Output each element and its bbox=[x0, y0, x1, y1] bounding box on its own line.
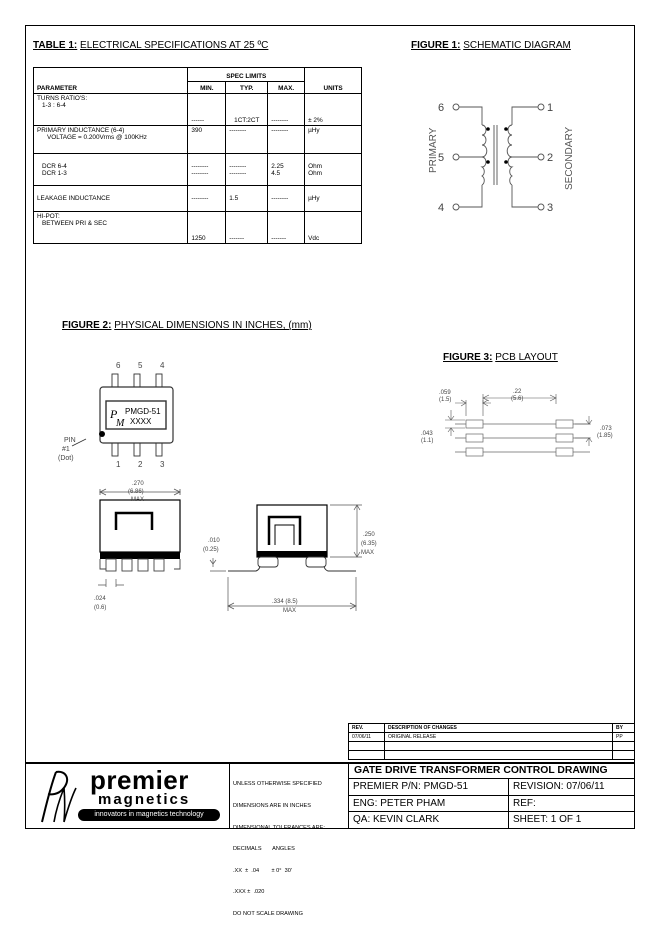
row-param: DCR 6-4 bbox=[42, 162, 67, 170]
pcb-layout-drawing bbox=[415, 380, 625, 470]
row-min: ------ bbox=[188, 94, 226, 126]
dim-pad-pitch-mm: (1.85) bbox=[597, 433, 613, 439]
col-units: UNITS bbox=[305, 68, 362, 94]
figure3-heading-label: FIGURE 3: bbox=[443, 352, 493, 363]
pin-label: 4 bbox=[160, 361, 165, 370]
dim-pitch-mm: (0.6) bbox=[94, 605, 107, 611]
pin1-label: PIN bbox=[64, 437, 76, 444]
row-typ: -------- -------- bbox=[226, 154, 268, 186]
figure2-heading-label: FIGURE 2: bbox=[62, 320, 112, 331]
company-sub: magnetics bbox=[98, 791, 191, 808]
row-max: 2.25 4.5 bbox=[268, 154, 305, 186]
pin-label: 3 bbox=[160, 460, 165, 469]
row-typ: 1.5 bbox=[226, 186, 268, 212]
pin-label: 4 bbox=[438, 202, 445, 214]
schematic-diagram bbox=[420, 95, 600, 220]
table1-heading bbox=[33, 40, 268, 51]
figure1-heading-text: SCHEMATIC DIAGRAM bbox=[463, 40, 571, 51]
rev-description: ORIGINAL RELEASE bbox=[385, 733, 613, 742]
pin-label: 5 bbox=[438, 152, 445, 164]
company-logo-block bbox=[26, 764, 229, 828]
rev-header: REV. bbox=[349, 724, 385, 733]
part-number: PREMIER P/N: PMGD-51 bbox=[349, 779, 509, 796]
note-line: .XXX ± .020 bbox=[233, 889, 265, 896]
pin-label: 1 bbox=[116, 460, 121, 469]
row-typ: ------- bbox=[226, 212, 268, 244]
dim-width-max: MAX bbox=[131, 497, 145, 503]
primary-label: PRIMARY bbox=[428, 127, 439, 173]
figure1-heading-label: FIGURE 1: bbox=[411, 40, 461, 51]
row-typ: -------- bbox=[226, 126, 268, 154]
pin-label: 1 bbox=[547, 102, 554, 114]
dim-standoff-mm: (0.25) bbox=[203, 547, 219, 553]
row-units: ± 2% bbox=[305, 94, 362, 126]
row-param: TURNS RATIO'S: bbox=[37, 95, 88, 102]
row-typ: 1CT:2CT bbox=[226, 94, 268, 126]
row-units: µHy bbox=[305, 126, 362, 154]
rev-by bbox=[613, 742, 635, 751]
pin-label: 2 bbox=[547, 152, 554, 164]
rev-date bbox=[349, 751, 385, 760]
dim-width: .270 bbox=[132, 481, 144, 487]
figure1-heading bbox=[411, 40, 571, 51]
tolerance-notes bbox=[229, 763, 349, 918]
col-max: MAX. bbox=[268, 82, 305, 94]
dim-height: .250 bbox=[363, 532, 375, 538]
col-typ: TYP. bbox=[226, 82, 268, 94]
rev-description bbox=[385, 751, 613, 760]
figure3-heading bbox=[443, 352, 558, 363]
part-logo-m: M bbox=[116, 418, 125, 429]
dim-pad-width: .043 bbox=[421, 431, 433, 437]
pin1-label: (Dot) bbox=[58, 455, 74, 462]
row-units: µHy bbox=[305, 186, 362, 212]
spec-limits-header: SPEC LIMITS bbox=[188, 68, 305, 82]
dim-height-mm: (6.35) bbox=[361, 541, 377, 547]
company-name: premier bbox=[90, 765, 189, 795]
figure2-heading bbox=[62, 320, 312, 331]
row-min: 390 bbox=[188, 126, 226, 154]
rev-by-header: BY bbox=[613, 724, 635, 733]
note-line: UNLESS OTHERWISE SPECIFIED bbox=[233, 781, 322, 788]
revision-block bbox=[348, 723, 635, 760]
row-units: Vdc bbox=[305, 212, 362, 244]
company-tagline: innovators in magnetics technology bbox=[78, 809, 220, 821]
engineer: ENG: PETER PHAM bbox=[349, 796, 509, 813]
dim-pad-span: .22 bbox=[513, 389, 522, 395]
note-line: DECIMALS ANGLES bbox=[233, 846, 295, 853]
row-min: 1250 bbox=[188, 212, 226, 244]
physical-dimensions-drawing bbox=[50, 355, 380, 625]
table-row bbox=[34, 126, 362, 154]
part-mark: PMGD-51 bbox=[125, 407, 161, 416]
dim-pad-length-mm: (1.5) bbox=[439, 397, 452, 403]
note-line: .XX ± .04 ± 0° 30' bbox=[233, 867, 292, 874]
table1-heading-label: TABLE 1: bbox=[33, 40, 78, 51]
row-param-sub: 1-3 : 6-4 bbox=[42, 102, 66, 109]
part-logo-p: P bbox=[110, 407, 118, 421]
figure2-heading-text: PHYSICAL DIMENSIONS IN INCHES, (mm) bbox=[114, 320, 312, 331]
table-row bbox=[34, 186, 362, 212]
col-parameter: PARAMETER bbox=[34, 68, 188, 94]
row-units: Ohm Ohm bbox=[305, 154, 362, 186]
table1-heading-text: ELECTRICAL SPECIFICATIONS AT 25 ºC bbox=[80, 40, 269, 51]
revision-date: REVISION: 07/06/11 bbox=[509, 779, 635, 796]
row-param: LEAKAGE INDUCTANCE bbox=[34, 186, 188, 212]
drawing-title: GATE DRIVE TRANSFORMER CONTROL DRAWING bbox=[349, 763, 635, 779]
dim-height-max: MAX bbox=[361, 550, 375, 556]
row-max: ------- bbox=[268, 212, 305, 244]
pin-label: 2 bbox=[138, 460, 143, 469]
table-row bbox=[34, 154, 362, 186]
mark-xxxx: XXXX bbox=[130, 417, 152, 426]
note-line: DIMENSIONS ARE IN INCHES bbox=[233, 803, 312, 810]
pin-label: 3 bbox=[547, 202, 554, 214]
rev-description bbox=[385, 742, 613, 751]
rev-date bbox=[349, 742, 385, 751]
table-row bbox=[349, 733, 635, 742]
rev-by bbox=[613, 751, 635, 760]
row-max: -------- bbox=[268, 126, 305, 154]
table-row bbox=[349, 751, 635, 760]
row-param-sub: VOLTAGE = 0.200Vrms @ 100KHz bbox=[47, 134, 147, 141]
dim-length-max: MAX bbox=[283, 608, 297, 614]
row-max: -------- bbox=[268, 94, 305, 126]
pin-label: 6 bbox=[116, 361, 121, 370]
dim-pitch: .024 bbox=[94, 596, 106, 602]
note-line: DO NOT SCALE DRAWING bbox=[233, 911, 303, 918]
sheet-number: SHEET: 1 OF 1 bbox=[513, 814, 582, 825]
electrical-spec-table bbox=[33, 67, 362, 244]
table-row bbox=[349, 742, 635, 751]
company-monogram-logo bbox=[32, 766, 78, 826]
monogram-initials: PM bbox=[32, 766, 34, 767]
dim-pad-width-mm: (1.1) bbox=[421, 438, 434, 444]
table-row bbox=[34, 212, 362, 244]
dim-width-mm: (6.86) bbox=[128, 489, 144, 495]
dim-pad-length: .059 bbox=[439, 390, 451, 396]
figure3-heading-text: PCB LAYOUT bbox=[495, 352, 558, 363]
dim-pad-pitch: .073 bbox=[600, 426, 612, 432]
rev-date: 07/06/11 bbox=[349, 733, 385, 742]
rev-by: PP bbox=[613, 733, 635, 742]
row-param: PRIMARY INDUCTANCE (6-4) bbox=[37, 127, 125, 134]
rev-description-header: DESCRIPTION OF CHANGES bbox=[385, 724, 613, 733]
col-min: MIN. bbox=[188, 82, 226, 94]
pin-label: 6 bbox=[438, 102, 445, 114]
dim-pad-span-mm: (5.6) bbox=[511, 396, 524, 402]
row-param: HI-POT: bbox=[37, 213, 60, 220]
row-max: -------- bbox=[268, 186, 305, 212]
dim-standoff: .010 bbox=[208, 538, 220, 544]
pin-label: 5 bbox=[138, 361, 143, 370]
secondary-label: SECONDARY bbox=[564, 126, 575, 190]
dim-length: .334 (8.5) bbox=[272, 599, 298, 605]
row-param-sub: DCR 1-3 bbox=[42, 169, 67, 177]
qa: QA: KEVIN CLARK bbox=[349, 812, 509, 829]
row-param-sub: BETWEEN PRI & SEC bbox=[42, 220, 107, 227]
note-line: DIMENSIONAL TOLERANCES ARE: bbox=[233, 824, 325, 831]
title-block bbox=[349, 763, 635, 829]
table-row bbox=[34, 94, 362, 126]
pin1-label: #1 bbox=[62, 446, 70, 453]
row-min: -------- -------- bbox=[188, 154, 226, 186]
reference: REF: bbox=[509, 796, 635, 813]
row-min: -------- bbox=[188, 186, 226, 212]
